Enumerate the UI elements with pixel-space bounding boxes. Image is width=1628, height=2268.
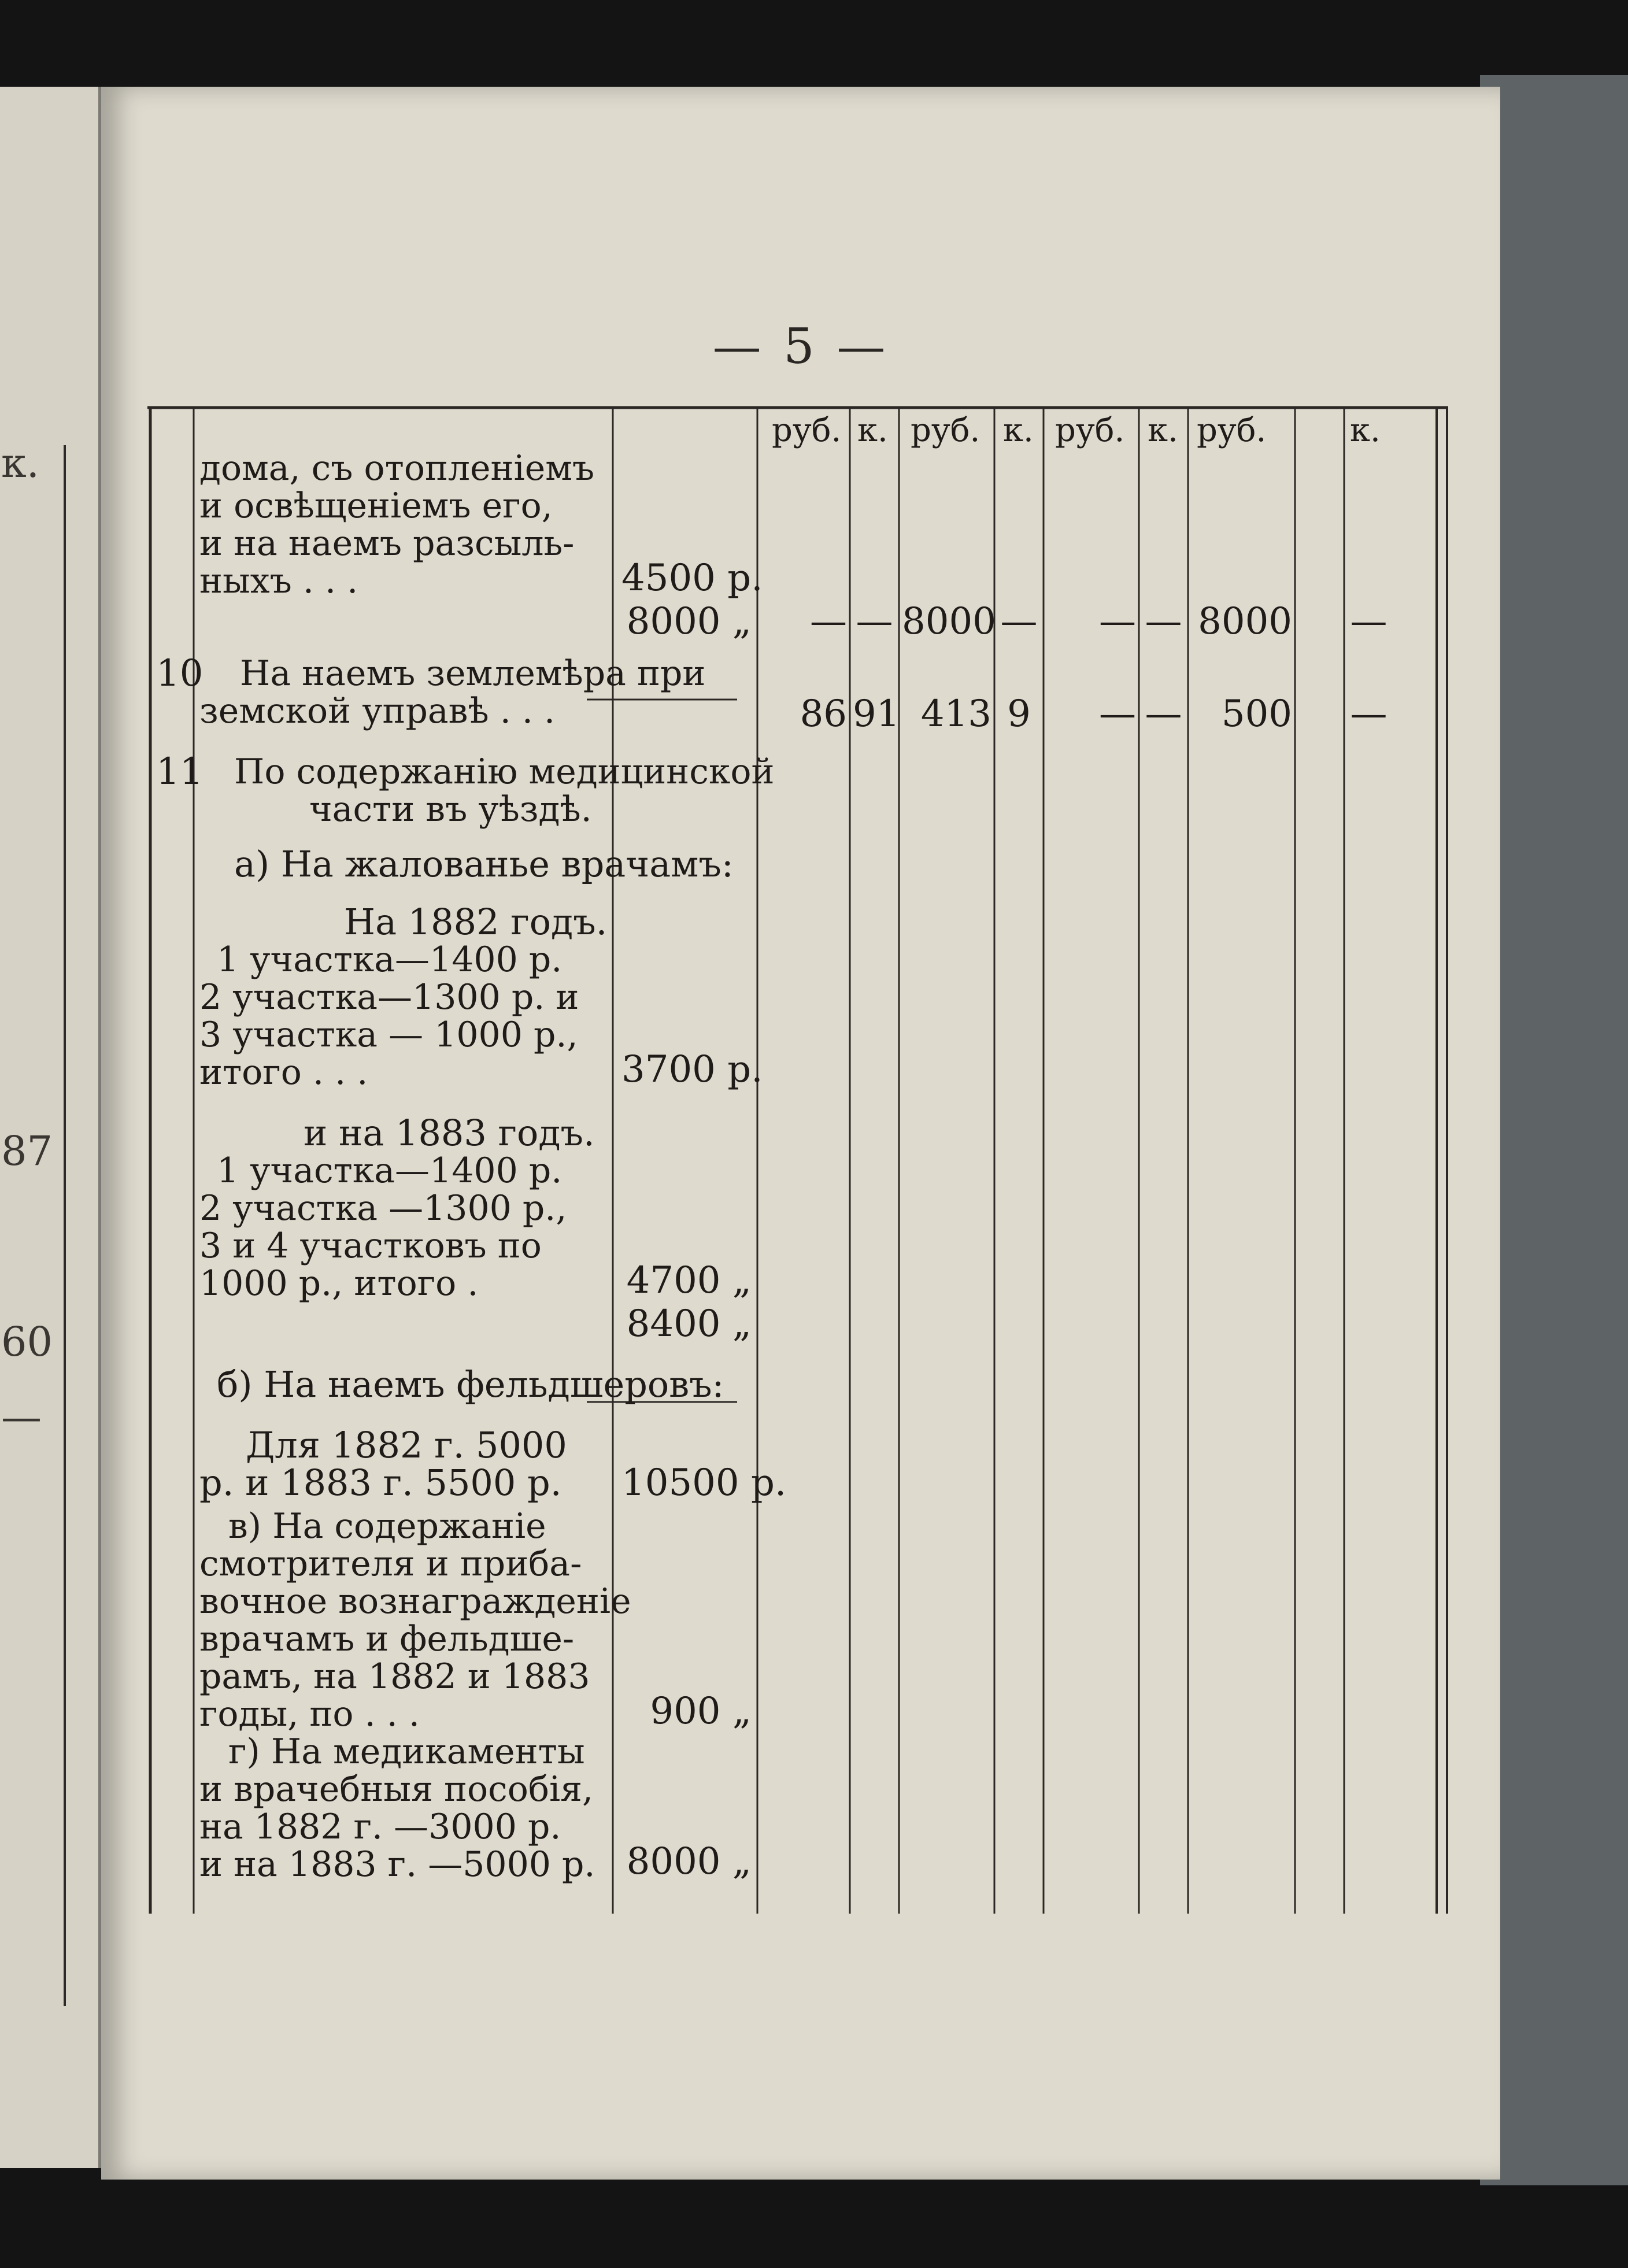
item-text: части въ уѣздѣ. [309,789,592,830]
amount-kop: — [1000,600,1038,643]
item-text: вочное вознагражденіе [199,1581,631,1622]
page [101,87,1500,2180]
subtotal: 3700 р. [621,1048,763,1091]
item-text: и врачебныя пособія, [199,1769,594,1810]
section-title: б) На наемъ фельдшеровъ: [217,1363,724,1405]
item-text: в) На содержаніе [228,1506,546,1546]
item-text: дома, съ отопленіемъ [199,448,595,489]
item-text: 3 участка — 1000 р., [199,1015,578,1055]
amount-rub: 500 [1221,693,1292,735]
previous-page-edge [0,87,103,2168]
item-text: 2 участка —1300 р., [199,1188,567,1229]
year-heading: На 1882 годъ. [344,901,608,943]
header-rub: руб. [772,412,842,449]
item-text: ныхъ . . . [199,561,358,601]
amount-kop: — [1350,693,1388,735]
subtotal: 8000 „ [626,600,752,643]
amount-rub: 413 [920,693,991,735]
header-rub: руб. [1197,412,1267,449]
item-text: По содержанію медицинской [234,752,775,792]
header-rub: руб. [911,412,980,449]
subtotal: 8400 „ [626,1303,752,1345]
subtotal: 8000 „ [626,1840,752,1883]
item-text: земской управѣ . . . [199,691,556,731]
amount-kop: 9 [1007,693,1031,735]
item-text: На наемъ землемѣра при [240,653,706,694]
item-text: смотрителя и приба- [199,1544,582,1584]
item-text: годы, по . . . [199,1694,420,1734]
item-text: итого . . . [199,1052,368,1093]
header-kop: к. [1003,412,1034,449]
header-kop: к. [857,412,888,449]
header-kop: к. [1148,412,1178,449]
subtotal: 900 „ [650,1690,752,1733]
header-rub: руб. [1055,412,1125,449]
subtotal: 4700 „ [626,1259,752,1302]
section-title: а) На жалованье врачамъ: [234,843,734,885]
left-page-fragment: 87 [1,1127,53,1175]
subtotal: 4500 р. [621,557,763,600]
row-number: 10 [156,652,204,695]
item-text: 1000 р., итого . [199,1263,479,1304]
subtotal: 10500 р. [621,1462,787,1504]
item-text: г) На медикаменты [228,1731,585,1772]
amount-rub: — [1099,693,1136,735]
item-text: рамъ, на 1882 и 1883 [199,1656,590,1697]
amount-kop: — [856,600,893,643]
amount-kop: — [1350,600,1388,643]
year-heading: и на 1883 годъ. [304,1112,595,1154]
item-text: и на наемъ разсыль- [199,523,575,564]
page-number: — 5 — [712,318,889,375]
amount-rub: — [810,600,847,643]
left-page-fragment: 60 [1,1318,53,1366]
book-cover-edge [1480,75,1628,2185]
amount-kop: 91 [853,693,900,735]
item-text: 2 участка—1300 р. и [199,977,579,1018]
amount-rub: — [1099,600,1136,643]
amount-rub: 8000 [902,600,996,643]
item-text: 3 и 4 участковъ по [199,1226,542,1266]
amount-kop: — [1145,600,1182,643]
amount-rub: 86 [800,693,847,735]
left-page-fragment: к. [1,439,40,487]
item-text: Для 1882 г. 5000 [246,1424,567,1466]
item-text: на 1882 г. —3000 р. [199,1807,561,1847]
item-text: р. и 1883 г. 5500 р. [199,1462,562,1504]
amount-rub: 8000 [1198,600,1292,643]
column-rule [64,445,66,2006]
row-number: 11 [156,750,204,793]
amount-kop: — [1145,693,1182,735]
left-page-fragment: — [1,1393,42,1441]
item-text: и на 1883 г. —5000 р. [199,1844,595,1885]
item-text: 1 участка—1400 р. [217,1150,563,1191]
item-text: врачамъ и фельдше- [199,1619,575,1659]
item-text: 1 участка—1400 р. [217,939,563,980]
item-text: и освѣщеніемъ его, [199,486,553,526]
header-kop: к. [1350,412,1381,449]
